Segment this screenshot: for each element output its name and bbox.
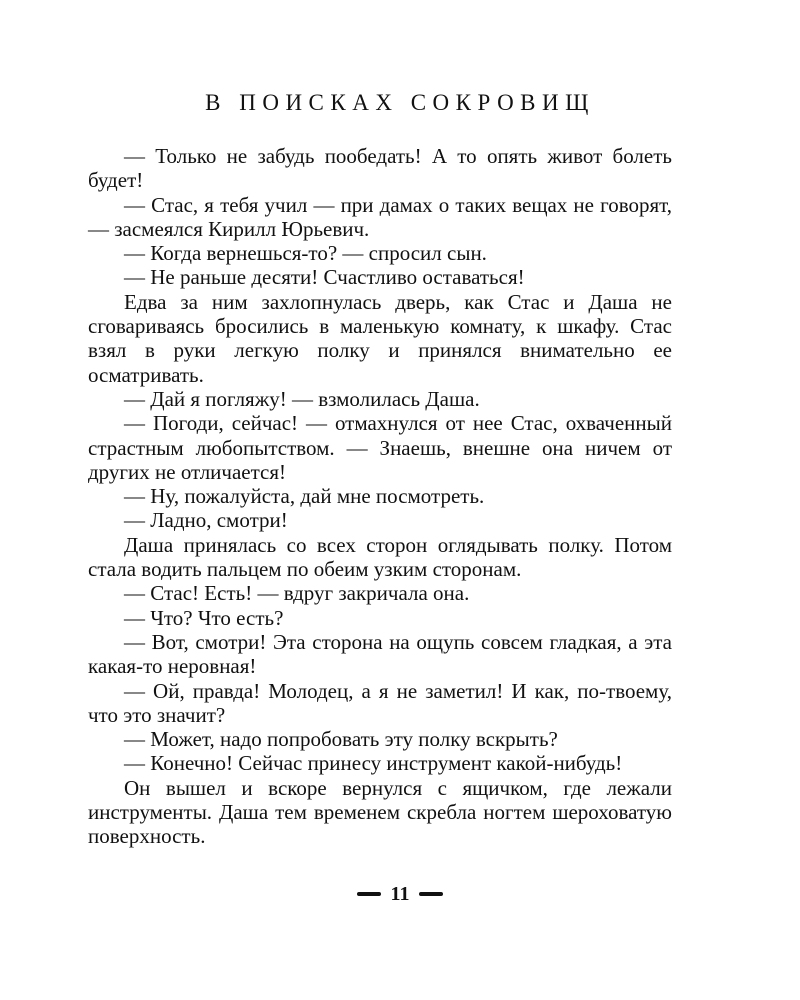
paragraph: — Может, надо попробовать эту полку вскрыть? xyxy=(124,727,558,752)
folio-left-rule xyxy=(357,892,381,896)
paragraph: — Стас, я тебя учил — при дамах о таких вещах не говорят, — засмеялся Кирилл Юрьевич. xyxy=(88,192,672,241)
paragraph: — Что? Что есть? xyxy=(124,605,284,630)
running-title: В ПОИСКАХ СОКРОВИЩ xyxy=(205,90,595,115)
paragraph: — Конечно! Сейчас принесу инструмент какой-нибудь! xyxy=(124,751,623,776)
folio-right-rule xyxy=(419,892,443,896)
paragraph: — Ой, правда! Молодец, а я не заметил! И как, по-твоему, что это значит? xyxy=(88,678,672,727)
paragraph: — Вот, смотри! Эта сторона на ощупь совсем гладкая, а эта какая-то неровная! xyxy=(88,629,672,679)
paragraph: — Дай я погляжу! — взмолилась Даша. xyxy=(124,386,480,411)
paragraph: — Только не забудь пообедать! А то опять живот болеть будет! xyxy=(88,144,672,193)
paragraph: — Ладно, смотри! xyxy=(124,508,288,533)
paragraph: — Когда вернешься-то? — спросил сын. xyxy=(124,241,487,266)
paragraph: Он вышел и вскоре вернулся с ящичком, где лежали инструменты. Даша тем временем скребла ногтем шероховатую поверхность. xyxy=(88,775,672,849)
paragraph: — Ну, пожалуйста, дай мне посмотреть. xyxy=(124,484,485,509)
paragraph: Едва за ним захлопнулась дверь, как Стас и Даша не сговариваясь бросились в маленькую комнату, к шкафу. Стас взял в руки легкую полку и принялся внимательно ее осматривать. xyxy=(88,289,672,387)
paragraph: — Не раньше десяти! Счастливо оставаться! xyxy=(124,265,525,290)
page-body-text xyxy=(88,144,672,849)
page-folio xyxy=(0,880,800,908)
paragraph: Даша принялась со всех сторон оглядывать полку. Потом стала водить пальцем по обеим узким сторонам. xyxy=(88,532,672,582)
paragraph: — Стас! Есть! — вдруг закричала она. xyxy=(124,581,470,606)
paragraph: — Погоди, сейчас! — отмахнулся от нее Стас, охваченный страстным любопытством. — Знаешь, внешне она ничем от других не отличается! xyxy=(88,411,672,484)
page-number: 11 xyxy=(390,883,410,905)
